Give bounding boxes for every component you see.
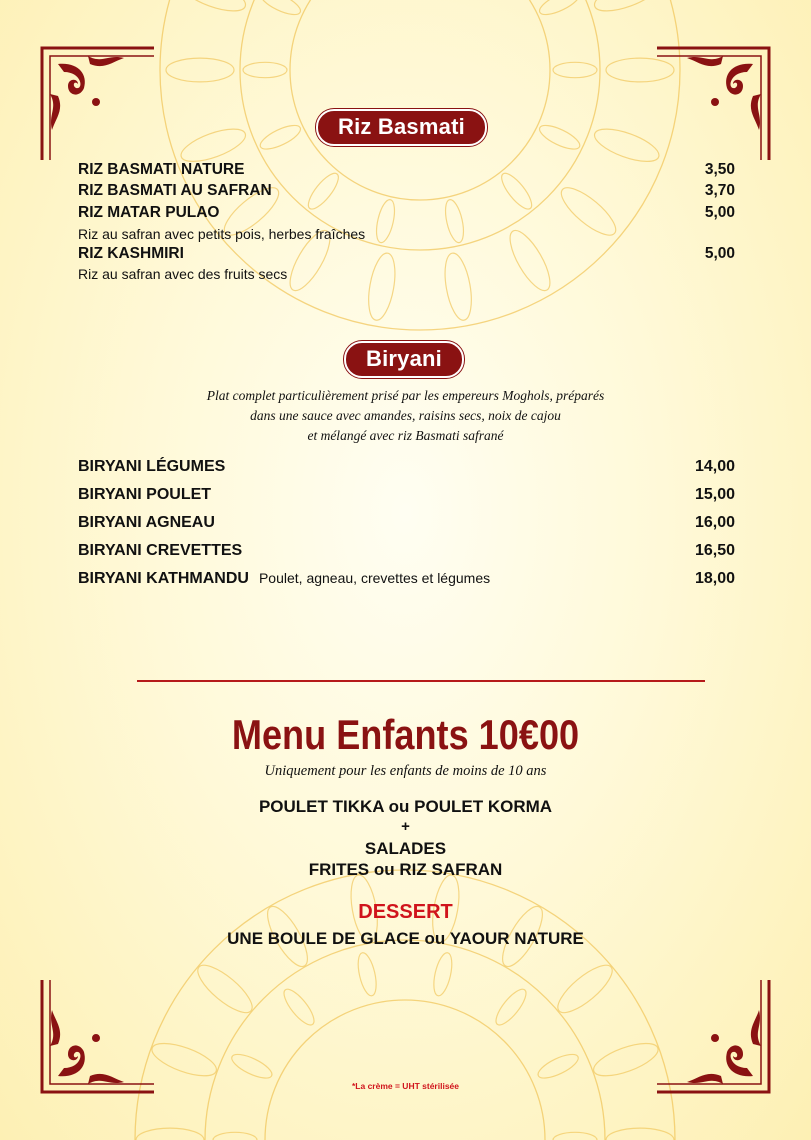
menu-item [78, 570, 735, 588]
item-price: 5,00 [704, 245, 735, 262]
item-name: RIZ KASHMIRI [78, 245, 184, 262]
item-price: 15,00 [694, 486, 735, 503]
menu-item [78, 486, 735, 504]
item-name: RIZ MATAR PULAO [78, 204, 220, 221]
item-description: Riz au safran avec des fruits secs [78, 266, 288, 282]
item-name-group [78, 570, 490, 588]
intro-line: Plat complet particulièrement prisé par les empereurs Moghols, préparés [206, 388, 605, 403]
kids-line: FRITES ou RIZ SAFRAN [308, 860, 503, 879]
item-name: BIRYANI CREVETTES [78, 542, 243, 559]
menu-item [78, 245, 735, 263]
item-price: 3,70 [704, 182, 735, 199]
corner-ornament-top-left [38, 44, 158, 164]
item-name: RIZ BASMATI AU SAFRAN [78, 182, 272, 199]
item-name: BIRYANI POULET [78, 486, 212, 503]
menu-item [78, 182, 735, 200]
menu-item [78, 161, 735, 179]
item-price: 18,00 [694, 570, 735, 587]
footnote: *La crème = UHT stérilisée [351, 1081, 459, 1091]
item-name: RIZ BASMATI NATURE [78, 161, 245, 178]
kids-line: POULET TIKKA ou POULET KORMA [258, 797, 553, 816]
menu-item [78, 204, 735, 222]
corner-ornament-top-right [653, 44, 773, 164]
kids-line: SALADES [364, 839, 447, 858]
item-price: 16,00 [694, 514, 735, 531]
menu-item [78, 542, 735, 560]
item-description: Poulet, agneau, crevettes et légumes [258, 570, 491, 586]
item-price: 3,50 [704, 161, 735, 178]
biryani-section-heading: Biryani [344, 341, 464, 378]
section-divider [137, 680, 705, 682]
intro-line: dans une sauce avec amandes, raisins secs, noix de cajou [250, 408, 561, 423]
item-description: Riz au safran avec petits pois, herbes fraîches [78, 226, 366, 242]
dessert-line: UNE BOULE DE GLACE ou YAOUR NATURE [227, 929, 584, 948]
kids-menu-subtitle: Uniquement pour les enfants de moins de 10 ans [264, 763, 547, 779]
menu-item [78, 514, 735, 532]
biryani-intro [0, 386, 811, 446]
kids-menu-title: Menu Enfants 10€00 [231, 711, 580, 758]
item-name: BIRYANI KATHMANDU [78, 570, 249, 587]
item-price: 14,00 [694, 458, 735, 475]
menu-item [78, 458, 735, 476]
kids-line: + [401, 818, 410, 835]
dessert-title: DESSERT [358, 901, 453, 923]
item-price: 16,50 [694, 542, 735, 559]
item-price: 5,00 [704, 204, 735, 221]
item-name: BIRYANI AGNEAU [78, 514, 215, 531]
riz-section-heading: Riz Basmati [316, 109, 487, 146]
intro-line: et mélangé avec riz Basmati safrané [307, 428, 504, 443]
item-name: BIRYANI LÉGUMES [78, 458, 226, 475]
corner-ornament-bottom-right [653, 976, 773, 1096]
corner-ornament-bottom-left [38, 976, 158, 1096]
